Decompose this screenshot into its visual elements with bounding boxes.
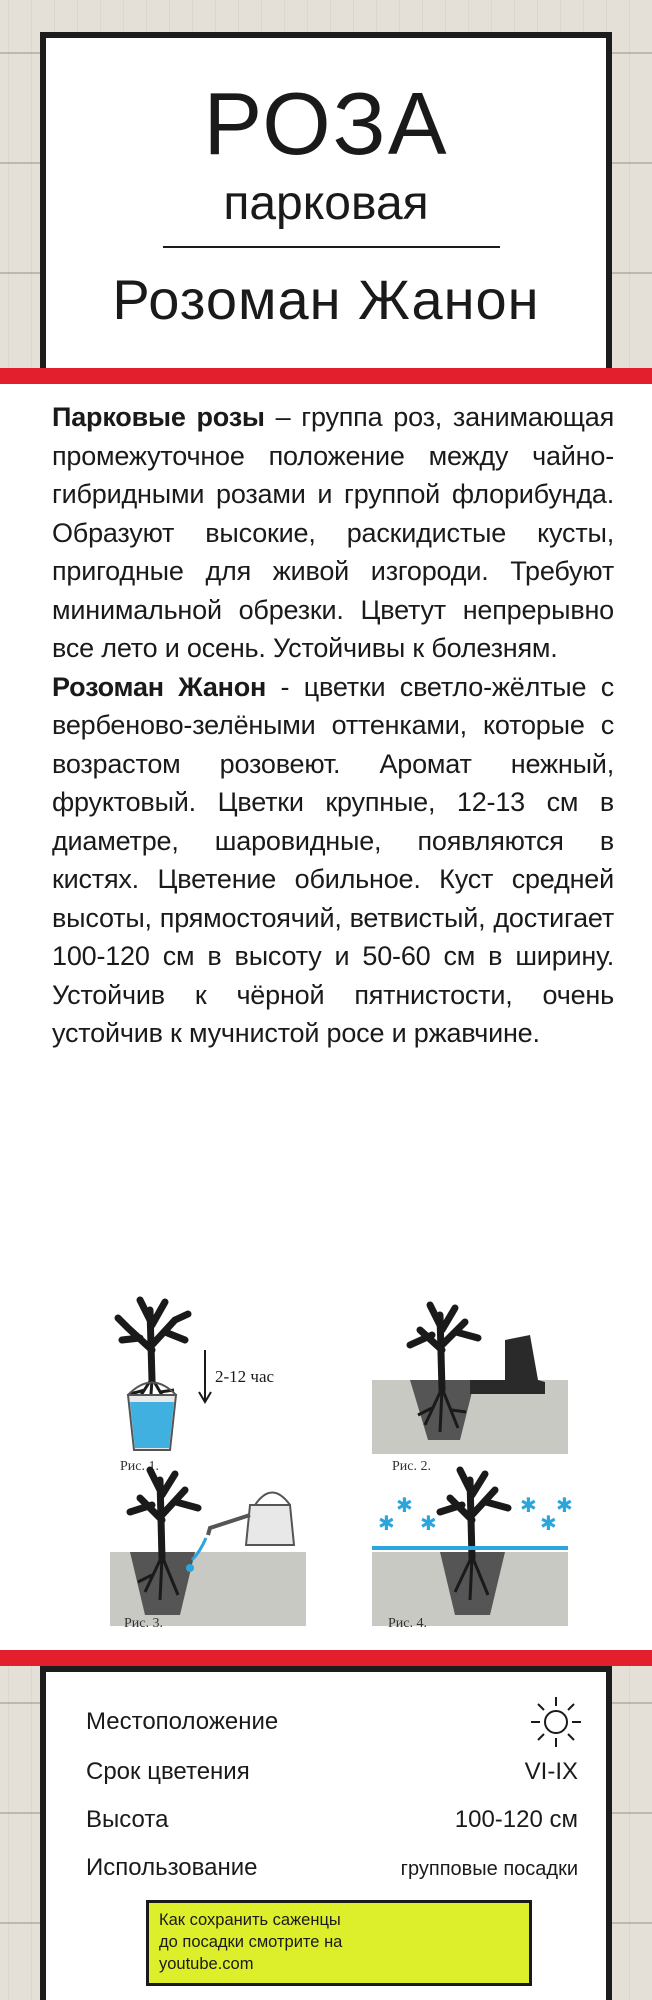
description-body-1: – группа роз, занимающая промежуточное положение между чайно-гибридными розами и группой флорибунда. Образуют высокие, раскидистые кусты, пригодные для живой изгороди. Требуют минимальной обрезки. Цветут непрерывно все лето и осень. Устойчивы к болезням. <box>52 402 614 663</box>
height-value: 100-120 см <box>454 1806 578 1833</box>
usage-label: Использование <box>86 1854 258 1881</box>
figure-3-watering <box>110 1470 306 1631</box>
usage-value: групповые посадки <box>400 1858 578 1880</box>
specs-card <box>40 1666 612 2000</box>
svg-text:✱: ✱ <box>540 1511 557 1535</box>
bloom-value: VI-IX <box>524 1758 578 1785</box>
figure-4-caption: Рис. 4. <box>388 1616 427 1631</box>
description-body-2: - цветки светло-жёлтые с вербеново-зелёными оттенками, которые с возрастом розовеют. Аромат нежный, фруктовый. Цветки крупные, 12-13 см в диаметре, шаровидные, появляются в кистях. Цветение обильное. Куст средней высоты, прямостоячий, ветвистый, достигает 100-120 см в высоту и 50-60 см в ширину. Устойчив к чёрной пятнистости, очень устойчив к мучнистой росе и ржавчине. <box>52 671 614 1048</box>
svg-text:✱: ✱ <box>420 1511 437 1535</box>
figure-1-caption: Рис. 1. <box>120 1459 159 1474</box>
planting-figures <box>0 1290 652 1640</box>
spec-height <box>86 1806 578 1840</box>
spec-bloom <box>86 1758 578 1792</box>
variety-name: Розоман Жанон <box>112 268 540 331</box>
description-term-1: Парковые розы <box>52 402 265 432</box>
figure-2-planting <box>372 1305 568 1474</box>
figure-3-caption: Рис. 3. <box>124 1616 163 1631</box>
figure-2-caption: Рис. 2. <box>392 1459 431 1474</box>
description-paragraph-2 <box>52 668 614 1053</box>
spec-location <box>86 1708 578 1742</box>
svg-text:✱: ✱ <box>556 1493 573 1517</box>
figure-4-winter <box>372 1470 573 1631</box>
red-stripe-bottom <box>0 1650 652 1666</box>
figure-1-soaking <box>118 1300 275 1474</box>
height-label: Высота <box>86 1806 169 1833</box>
description-term-2: Розоман Жанон <box>52 671 267 702</box>
youtube-note-line-2: до посадки смотрите на <box>159 1933 343 1951</box>
title-card <box>40 32 612 368</box>
youtube-note <box>146 1900 532 1986</box>
spec-usage <box>86 1854 578 1888</box>
bloom-label: Срок цветения <box>86 1758 250 1785</box>
title-divider <box>163 246 500 248</box>
planting-illustrations <box>0 1290 652 1640</box>
figure-1-note: 2-12 час <box>215 1367 275 1386</box>
sun-icon <box>528 1694 584 1750</box>
red-stripe-top <box>0 368 652 384</box>
svg-text:✱: ✱ <box>378 1511 395 1535</box>
location-label: Местоположение <box>86 1708 279 1735</box>
svg-text:✱: ✱ <box>520 1493 537 1517</box>
youtube-note-line-1: Как сохранить саженцы <box>159 1911 341 1929</box>
description-paragraph-1 <box>52 398 614 668</box>
svg-text:✱: ✱ <box>396 1493 413 1517</box>
description-text <box>52 398 614 1053</box>
youtube-note-line-3: youtube.com <box>159 1955 254 1973</box>
product-subtitle: парковая <box>223 177 429 230</box>
product-title: РОЗА <box>203 74 449 173</box>
